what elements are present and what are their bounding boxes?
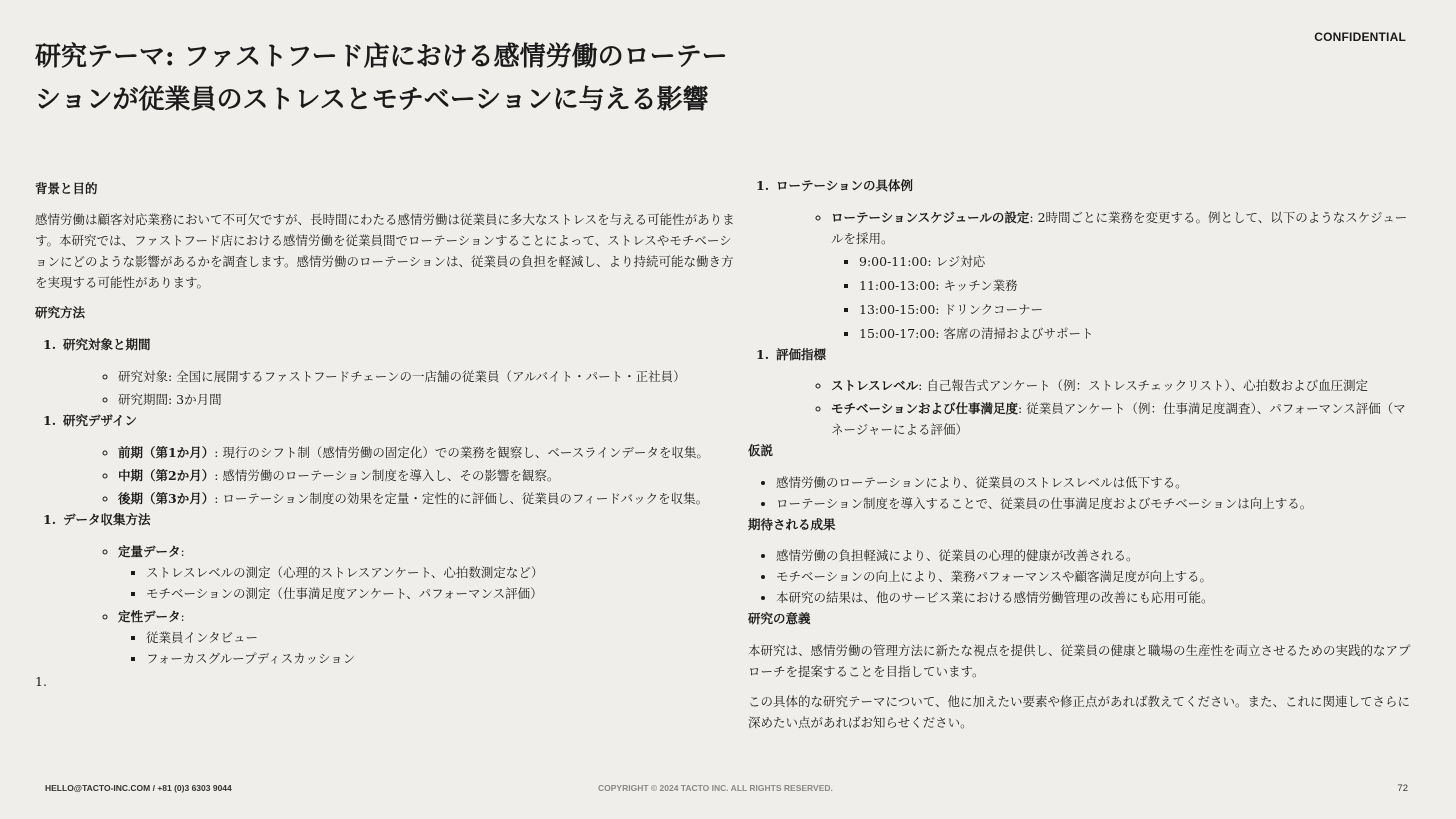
phase-text: : 感情労働のローテーション制度を導入し、その影響を観察。 [214,468,560,483]
metrics-item [748,344,1418,440]
significance-heading: 研究の意義 [748,611,811,626]
outcomes-heading: 期待される成果 [748,517,836,532]
data-collection-sublist [63,541,735,669]
list-item: ◦ 研究期間: 3か月間 [118,389,735,410]
colon: : [180,609,185,624]
subject-item [35,334,735,410]
subject-label: 研究対象と期間 [63,337,151,352]
list-item: ▪ 13:00-15:00: ドリンクコーナー [859,299,1418,320]
qual-label: 定性データ [118,609,181,624]
qual-item [118,606,735,669]
list-number: 1. [756,347,770,362]
metric-label: モチベーションおよび仕事満足度 [831,401,1019,416]
schedule-label: ローテーションスケジュールの設定 [831,210,1030,225]
list-item: ◦ 研究対象: 全国に展開するファストフードチェーンの一店舗の従業員（アルバイト・パート・正社員） [118,366,735,387]
significance-text: 本研究は、感情労働の管理方法に新たな視点を提供し、従業員の健康と職場の生産性を両立させるための実践的なアプローチを提案することを目指しています。 [748,643,1411,679]
phase-label: 中期（第2か月） [118,468,215,483]
metric-text: : 自己報告式アンケート（例：ストレスチェックリスト）、心拍数および血圧測定 [918,378,1369,393]
footer-copyright: COPYRIGHT © 2024 TACTO INC. ALL RIGHTS RESERVED. [598,783,833,793]
list-item: ▪ フォーカスグループディスカッション [146,648,735,669]
quant-label: 定量データ [118,544,181,559]
list-item [831,375,1418,396]
rotation-list [748,175,1418,440]
data-collection-label: データ収集方法 [63,512,151,527]
metric-text: : 従業員アンケート（例：仕事満足度調査）、パフォーマンス評価（マネージャーによる評価） [831,401,1406,437]
colon: : [180,544,185,559]
schedule-item [831,207,1418,344]
list-item: ▪ 従業員インタビュー [146,627,735,648]
phase-text: : ローテーション制度の効果を定量・定性的に評価し、従業員のフィードバックを収集。 [214,491,709,506]
quant-sublist [118,562,735,604]
list-number: 1. [756,178,770,193]
trailing-number: 1. [35,674,47,689]
hypothesis-heading: 仮説 [748,443,774,458]
qual-sublist [118,627,735,669]
phase-label: 前期（第1か月） [118,445,215,460]
list-item [831,398,1418,440]
footer-contact: HELLO@TACTO-INC.COM / +81 (0)3 6303 9044 [45,783,232,793]
list-item: ▪ ストレスレベルの測定（心理的ストレスアンケート、心拍数測定など） [146,562,735,583]
list-item: • モチベーションの向上により、業務パフォーマンスや顧客満足度が向上する。 [776,566,1418,587]
background-heading: 背景と目的 [35,181,98,196]
metrics-label: 評価指標 [776,347,827,362]
list-number: 1. [43,512,57,527]
background-text: 感情労働は顧客対応業務において不可欠ですが、長時間にわたる感情労働は従業員に多大なストレスを与える可能性があります。本研究では、ファストフード店における感情労働を従業員間でローテーションすることによって、ストレスやモチベーションにどのような影響があるかを調査します。感情労働のローテーションは、従業員の負担を軽減し、より持続可能な働き方を実現する可能性があります。 [35,212,735,290]
list-number: 1. [43,413,57,428]
method-list [35,334,735,669]
metric-label: ストレスレベル [831,378,919,393]
page-title: 研究テーマ: ファストフード店における感情労働のローテーションが従業員のストレスとモチベーションに与える影響 [35,42,728,115]
rotation-sublist [776,207,1418,344]
method-heading: 研究方法 [35,305,86,320]
list-item [118,488,725,509]
list-item [118,465,725,486]
list-item: ▪ 9:00-11:00: レジ対応 [859,251,1418,272]
list-number: 1. [43,337,57,352]
metrics-sublist [776,375,1418,440]
list-item: • 本研究の結果は、他のサービス業における感情労働管理の改善にも応用可能。 [776,587,1418,608]
rotation-label: ローテーションの具体例 [776,178,914,193]
phase-text: : 現行のシフト制（感情労働の固定化）での業務を観察し、ベースラインデータを収集。 [214,445,709,460]
closing-text: この具体的な研究テーマについて、他に加えたい要素や修正点があれば教えてください。また、これに関連してさらに深めたい点があればお知らせください。 [748,694,1411,730]
outcomes-list [748,545,1418,608]
page-number: 72 [1397,783,1408,794]
quant-item [118,541,735,604]
confidential-label: CONFIDENTIAL [1314,30,1406,44]
list-item [118,442,750,463]
design-label: 研究デザイン [63,413,138,428]
hypothesis-list [748,472,1418,514]
left-column [35,178,735,692]
right-column [748,175,1418,733]
list-item: ▪ 15:00-17:00: 客席の清掃およびサポート [859,323,1418,344]
list-item: • ローテーション制度を導入することで、従業員の仕事満足度およびモチベーションは向上する。 [776,493,1418,514]
design-item [35,410,735,509]
list-item: • 感情労働のローテーションにより、従業員のストレスレベルは低下する。 [776,472,1418,493]
rotation-item [748,175,1418,344]
list-item: ▪ モチベーションの測定（仕事満足度アンケート、パフォーマンス評価） [146,583,735,604]
subject-sublist [63,366,735,410]
schedule-slots [831,251,1418,344]
phase-label: 後期（第3か月） [118,491,215,506]
data-collection-item [35,509,735,669]
list-item: ▪ 11:00-13:00: キッチン業務 [859,275,1418,296]
list-item: • 感情労働の負担軽減により、従業員の心理的健康が改善される。 [776,545,1418,566]
schedule-text: : 2時間ごとに業務を変更する。例として、以下のようなスケジュールを採用。 [831,210,1408,246]
design-sublist [63,442,735,509]
